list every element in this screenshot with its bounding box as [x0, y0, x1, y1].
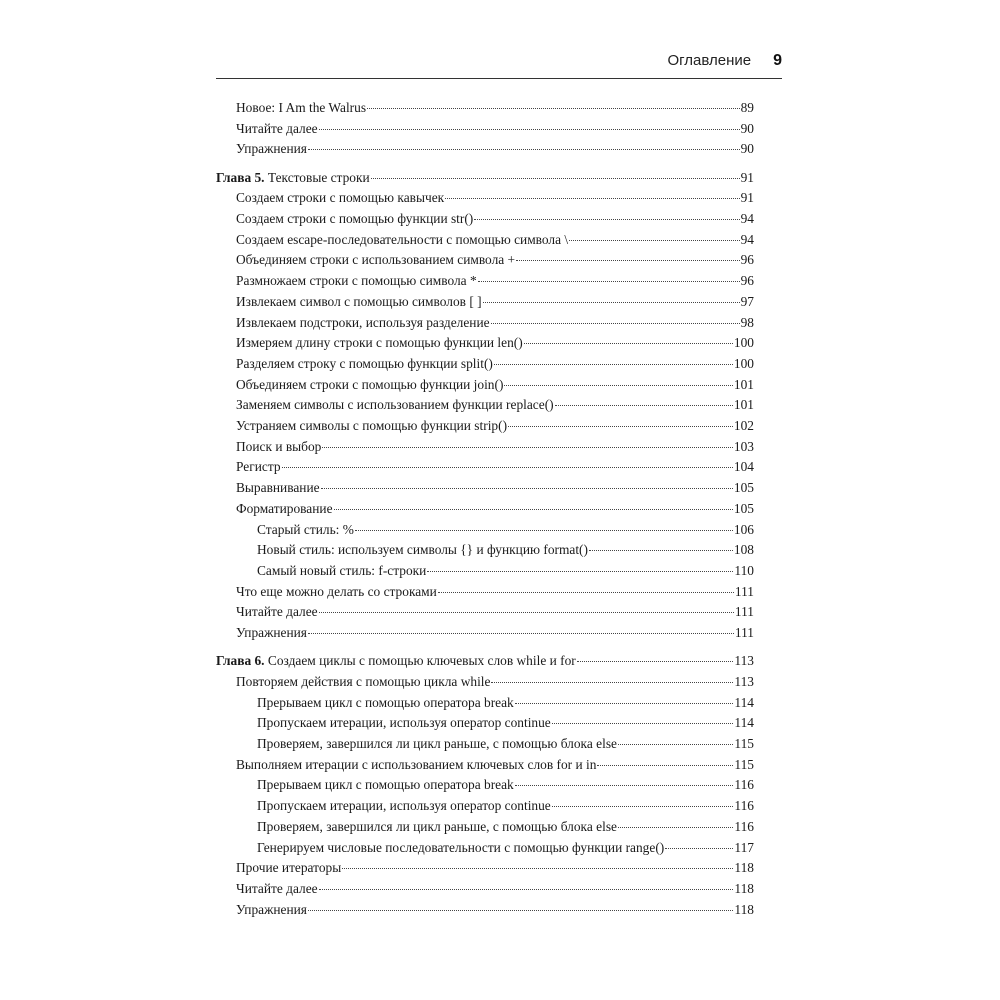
toc-entry [257, 693, 754, 713]
toc-entry-text: Новое: I Am the Walrus [236, 100, 367, 115]
dot-leader [524, 343, 733, 344]
toc-entry-title [236, 457, 281, 477]
toc-page-number: 115 [734, 756, 754, 772]
dot-leader [319, 129, 740, 130]
toc-page-number: 103 [733, 438, 754, 454]
toc-entry-text: Извлекаем символ с помощью символов [ ] [236, 293, 482, 309]
toc-entry-text: Создаем строки с помощью кавычек [236, 190, 445, 206]
toc-entry-title [236, 582, 437, 602]
toc-page-number: 105 [733, 500, 754, 516]
toc-page-number: 113 [734, 673, 754, 689]
toc-entry-text: Объединяем строки с использованием символа + [236, 252, 516, 268]
toc-page-number: 118 [734, 901, 754, 917]
toc-page-number: 94 [740, 211, 754, 226]
toc-page-number: 116 [734, 777, 754, 793]
toc-page-number: 113 [734, 653, 754, 669]
toc-page-number: 101 [733, 397, 754, 413]
toc-page-number: 100 [733, 335, 754, 351]
toc-entry [236, 879, 754, 899]
toc-entry-text: Поиск и выбор [236, 438, 322, 454]
dot-leader [308, 910, 733, 911]
dot-leader [555, 405, 733, 406]
toc-entry [257, 540, 754, 560]
toc-entry [236, 139, 754, 159]
toc-entry-title [236, 499, 333, 519]
toc-page-number: 104 [733, 459, 754, 475]
toc-entry-text: Создаем строки с помощью функции str() [236, 211, 474, 226]
toc-entry [236, 457, 754, 477]
toc-entry [236, 582, 754, 602]
toc-page-number: 108 [733, 542, 754, 558]
dot-leader [491, 323, 740, 324]
toc-entry-title [257, 520, 354, 540]
toc-page-number: 111 [734, 625, 754, 640]
toc-entry [257, 817, 754, 837]
toc-page-number: 114 [734, 715, 754, 731]
toc-page-number: 101 [733, 376, 754, 392]
dot-leader [516, 260, 740, 261]
toc-entry-title [257, 540, 588, 560]
toc-entry [236, 354, 754, 374]
toc-page-number: 98 [740, 314, 754, 330]
toc-entry-text: Упражнения [236, 625, 307, 640]
running-header [216, 52, 782, 70]
toc-entry-text: Прочие итераторы [236, 860, 342, 876]
toc-entry [236, 416, 754, 436]
toc-entry [236, 98, 754, 118]
toc-entry-title [216, 651, 576, 671]
dot-leader [321, 488, 733, 489]
dot-leader [618, 827, 733, 828]
toc-entry-title [216, 168, 370, 188]
toc-page-number: 94 [740, 231, 754, 247]
toc-entry [236, 755, 754, 775]
dot-leader [552, 723, 734, 724]
toc-entry-text: Выполняем итерации с использованием ключевых слов for и in [236, 756, 597, 772]
toc-entry-text: Форматирование [236, 500, 333, 516]
toc-entry-text: Новый стиль: используем символы {} и функцию format() [257, 542, 588, 558]
toc-entry-text: Измеряем длину строки с помощью функции len() [236, 335, 523, 351]
toc-page-number: 106 [733, 521, 754, 537]
dot-leader [494, 364, 733, 365]
toc-page-number: 91 [740, 169, 754, 185]
toc-entry-title [236, 313, 490, 333]
toc-entry-title [236, 602, 318, 622]
toc-entry-title [236, 98, 366, 118]
dot-leader [508, 426, 733, 427]
dot-leader [474, 219, 739, 220]
toc-page-number: 116 [734, 798, 754, 814]
dot-leader [342, 868, 733, 869]
toc-entry-text: Читайте далее [236, 120, 318, 136]
toc-entry [236, 292, 754, 312]
toc-entry-title [236, 209, 473, 229]
toc-entry [257, 838, 754, 858]
toc-entry [236, 271, 754, 291]
dot-leader [308, 633, 734, 634]
dot-leader [577, 661, 734, 662]
toc-page-number: 111 [734, 604, 754, 620]
toc-entry [236, 313, 754, 333]
toc-entry-text: Прерываем цикл с помощью оператора break [257, 694, 514, 710]
toc-entry-title [236, 623, 307, 643]
toc-page-number: 96 [740, 252, 754, 268]
toc-entry-text: Создаем циклы с помощью ключевых слов while и for [267, 653, 576, 669]
toc-chapter-number: Глава 6. [216, 653, 265, 669]
toc-entry-title [257, 693, 514, 713]
toc-entry-title [236, 271, 477, 291]
toc-entry-text: Читайте далее [236, 604, 318, 620]
toc-page-number: 90 [740, 120, 754, 136]
toc-page-number: 110 [734, 562, 754, 578]
toc-entry-text: Что еще можно делать со строками [236, 583, 437, 599]
toc-entry-title [236, 354, 493, 374]
toc-page-number: 89 [740, 100, 754, 115]
dot-leader [355, 530, 733, 531]
toc-entry-title [236, 395, 554, 415]
dot-leader [569, 240, 739, 241]
toc-entry-text: Повторяем действия с помощью цикла while [236, 673, 491, 689]
toc-entry-text: Размножаем строки с помощью символа * [236, 273, 477, 289]
dot-leader [515, 785, 734, 786]
dot-leader [491, 682, 733, 683]
toc-entry [236, 623, 754, 643]
toc-entry-text: Генерируем числовые последовательности с помощью функции range() [257, 839, 665, 855]
dot-leader [322, 447, 733, 448]
toc-entry [236, 333, 754, 353]
toc-page-number: 116 [734, 818, 754, 834]
dot-leader [438, 592, 734, 593]
dot-leader [478, 281, 740, 282]
toc-page-number: 91 [740, 190, 754, 206]
running-header-title: Оглавление [667, 52, 752, 69]
toc-entry [257, 775, 754, 795]
header-rule [216, 78, 782, 79]
toc-entry-text: Упражнения [236, 141, 307, 157]
toc-entry-title [236, 672, 490, 692]
toc-entry-title [236, 188, 444, 208]
toc-entry [236, 499, 754, 519]
dot-leader [618, 744, 733, 745]
toc-entry-title [236, 416, 507, 436]
toc-entry-title [257, 796, 551, 816]
toc-entry-title [257, 734, 617, 754]
toc-entry [257, 796, 754, 816]
toc-entry-text: Заменяем символы с использованием функции replace() [236, 397, 554, 413]
toc-page-number: 102 [733, 418, 754, 433]
toc-entry [236, 250, 754, 270]
dot-leader [589, 550, 733, 551]
toc-page-number: 118 [734, 860, 754, 876]
toc-page-number: 114 [734, 694, 754, 710]
toc-entry-title [236, 879, 318, 899]
toc-entry-title [236, 250, 515, 270]
toc-entry-title [236, 755, 596, 775]
toc-entry-text: Пропускаем итерации, используя оператор continue [257, 715, 551, 731]
toc-entry-text: Объединяем строки с помощью функции join() [236, 376, 504, 392]
toc-entry [257, 734, 754, 754]
dot-leader [445, 198, 739, 199]
dot-leader [552, 806, 734, 807]
dot-leader [483, 302, 740, 303]
dot-leader [282, 467, 733, 468]
toc-entry-text: Текстовые строки [267, 169, 370, 185]
toc-entry [236, 602, 754, 622]
toc-entry [236, 478, 754, 498]
toc-entry-title [257, 838, 664, 858]
dot-leader [308, 149, 740, 150]
toc-entry-text: Извлекаем подстроки, используя разделение [236, 314, 490, 330]
toc-entry [236, 119, 754, 139]
toc-entry-title [236, 858, 341, 878]
toc-entry-title [236, 478, 320, 498]
toc-entry-text: Проверяем, завершился ли цикл раньше, с помощью блока else [257, 818, 617, 834]
toc-entry-title [257, 561, 426, 581]
toc-entry-title [257, 713, 551, 733]
dot-leader [334, 509, 733, 510]
toc-entry [236, 437, 754, 457]
toc-entry-text: Самый новый стиль: f-строки [257, 562, 427, 578]
toc-page-number: 115 [734, 736, 754, 751]
toc-entry [236, 900, 754, 920]
toc-entry-text: Старый стиль: % [257, 521, 354, 537]
toc-entry-text: Создаем escape-последовательности с помощью символа \ [236, 231, 569, 247]
toc-entry [257, 713, 754, 733]
toc-entry [236, 395, 754, 415]
toc-entry-text: Регистр [236, 459, 281, 475]
toc-entry-text: Прерываем цикл с помощью оператора break [257, 777, 514, 793]
toc-entry-title [257, 775, 514, 795]
toc-entry [257, 520, 754, 540]
toc-entry-title [236, 292, 482, 312]
toc-page-number: 117 [734, 839, 754, 855]
dot-leader [319, 612, 734, 613]
toc-entry-title [257, 817, 617, 837]
toc-entry [236, 858, 754, 878]
toc-entry-text: Читайте далее [236, 880, 318, 896]
toc-entry-title [236, 375, 503, 395]
toc-chapter-entry [216, 168, 754, 188]
dot-leader [597, 765, 733, 766]
toc-entry [236, 188, 754, 208]
toc-entry-text: Устраняем символы с помощью функции strip() [236, 418, 508, 433]
toc-entry [257, 561, 754, 581]
toc-entry-title [236, 900, 307, 920]
toc-entry [236, 672, 754, 692]
toc-entry-text: Проверяем, завершился ли цикл раньше, с помощью блока else [257, 736, 617, 751]
toc-chapter-number: Глава 5. [216, 169, 265, 185]
toc-page-number: 100 [733, 355, 754, 371]
toc-entry-text: Разделяем строку с помощью функции split() [236, 355, 493, 371]
toc-entry [236, 209, 754, 229]
toc-entry [236, 230, 754, 250]
toc-page-number: 90 [740, 141, 754, 157]
toc-entry-title [236, 437, 321, 457]
toc-entry-title [236, 139, 307, 159]
dot-leader [319, 889, 734, 890]
toc-entry-text: Пропускаем итерации, используя оператор continue [257, 798, 551, 814]
toc-page-number: 96 [740, 273, 754, 289]
running-header-page-number: 9 [773, 52, 782, 69]
toc-entry-text: Выравнивание [236, 480, 320, 496]
dot-leader [665, 848, 733, 849]
toc-page-number: 111 [734, 583, 754, 599]
toc-page-number: 105 [733, 480, 754, 496]
toc-chapter-entry [216, 651, 754, 671]
toc-page-number: 97 [740, 293, 754, 309]
dot-leader [515, 703, 734, 704]
dot-leader [504, 385, 732, 386]
toc-entry-title [236, 119, 318, 139]
toc-entry [236, 375, 754, 395]
dot-leader [371, 178, 740, 179]
toc-entry-title [236, 230, 568, 250]
dot-leader [367, 108, 740, 109]
dot-leader [427, 571, 733, 572]
toc-entry-title [236, 333, 523, 353]
toc-entry-text: Упражнения [236, 901, 307, 917]
toc-page-number: 118 [734, 880, 754, 896]
